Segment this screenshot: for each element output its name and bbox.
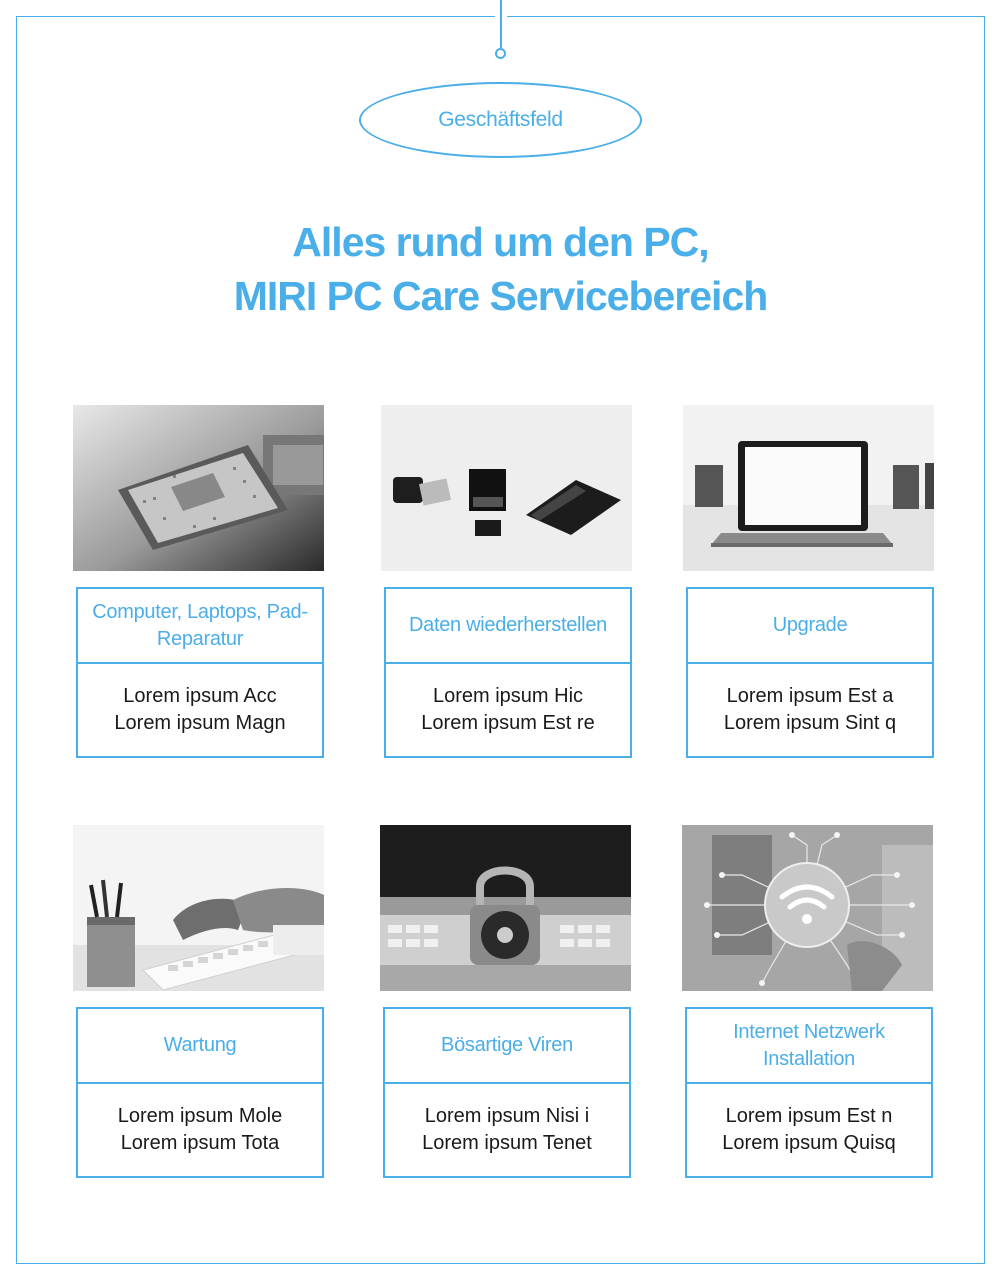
connector-dot (495, 48, 506, 59)
wifi-circuit-photo (682, 825, 933, 991)
memory-cards-photo (381, 405, 632, 571)
service-card-maintenance[interactable] (73, 825, 324, 1154)
service-title: Wartung (78, 1009, 322, 1084)
padlock-keyboard-photo (380, 825, 631, 991)
service-title: Internet Netzwerk Installation (687, 1009, 931, 1084)
laptops-photo (683, 405, 934, 571)
service-box (383, 1007, 631, 1178)
service-box (76, 1007, 324, 1178)
service-title: Computer, Laptops, Pad-Reparatur (78, 589, 322, 664)
service-title: Upgrade (688, 589, 932, 664)
headline-line-2: MIRI PC Care Servicebereich (233, 273, 768, 319)
headline-line-1: Alles rund um den PC, (292, 219, 709, 265)
service-card-data-recovery[interactable] (381, 405, 632, 734)
service-description: Lorem ipsum Hic Lorem ipsum Est re (421, 685, 595, 734)
typing-keyboard-photo (73, 825, 324, 991)
section-badge-label: Geschäftsfeld (438, 108, 563, 131)
service-box (685, 1007, 933, 1178)
service-description: Lorem ipsum Est n Lorem ipsum Quisq (722, 1105, 896, 1154)
service-card-viruses[interactable] (380, 825, 631, 1154)
service-card-network[interactable] (682, 825, 933, 1154)
service-box (384, 587, 632, 758)
service-title: Daten wiederherstellen (386, 589, 630, 664)
section-badge (359, 82, 642, 158)
service-title: Bösartige Viren (385, 1009, 629, 1084)
service-description: Lorem ipsum Mole Lorem ipsum Tota (117, 1105, 283, 1154)
connector-line (500, 0, 502, 48)
service-description: Lorem ipsum Nisi i Lorem ipsum Tenet (422, 1105, 592, 1154)
cpu-chip-photo (73, 405, 324, 571)
service-description: Lorem ipsum Acc Lorem ipsum Magn (114, 685, 286, 734)
service-card-repair[interactable] (73, 405, 324, 734)
page-headline (0, 215, 1001, 323)
service-box (76, 587, 324, 758)
service-description: Lorem ipsum Est a Lorem ipsum Sint q (723, 685, 897, 734)
service-box (686, 587, 934, 758)
service-card-upgrade[interactable] (683, 405, 934, 734)
